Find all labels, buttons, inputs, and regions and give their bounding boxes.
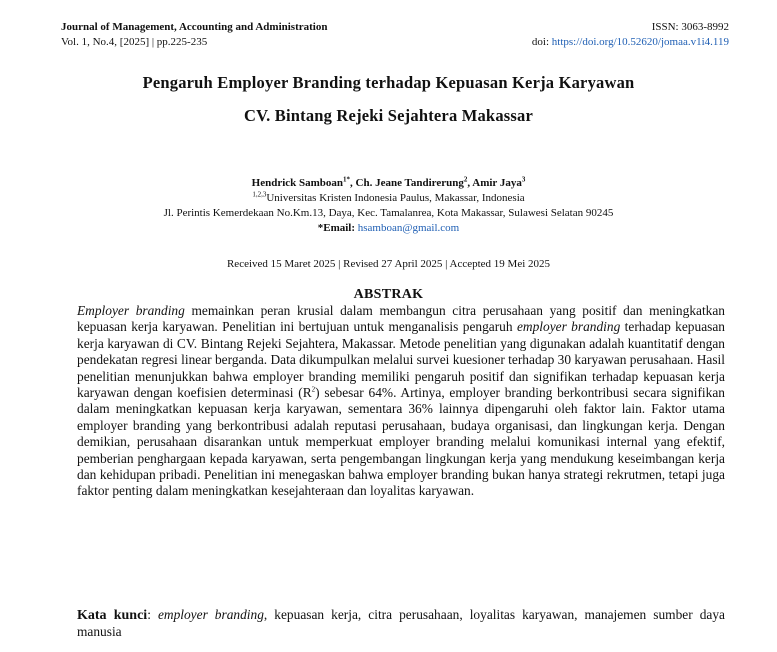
abstract-term: Employer branding	[77, 303, 185, 318]
keyword-term: employer branding	[157, 607, 264, 622]
author-separator: ,	[467, 177, 473, 189]
author-name: Ch. Jeane Tandirerung	[355, 177, 464, 189]
abstract-term: employer branding	[516, 319, 621, 335]
doi-line	[532, 35, 729, 50]
email-label: *Email:	[317, 222, 358, 234]
journal-name: Journal of Management, Accounting and Administration	[61, 21, 328, 33]
affiliation-address: Jl. Perintis Kemerdekaan No.Km.13, Daya, Kec. Tamalanrea, Kota Makassar, Sulawesi Selatan 90245	[163, 207, 614, 219]
keywords-list: , kepuasan kerja, citra perusahaan, loyalitas karyawan, manajemen sumber daya manusia	[77, 607, 725, 640]
keywords	[77, 607, 725, 641]
author-list	[0, 176, 777, 190]
abstract-text: ) sebesar 64%. Artinya, employer branding berkontribusi secara signifikan dalam meningkatkan kepuasan kerja karyawan, sementara 36% lainnya dipengaruhi oleh faktor lain. Faktor utama employer branding yang berkontribusi adalah reputasi perusahaan, budaya organisasi, dan lingkungan kerja. Dengan demikian, perusahaan disarankan untuk memperkuat employer branding melalui komunikasi internal yang efektif, pemberian penghargaan kepada karyawan, serta pengembangan lingkungan kerja yang mendukung keseimbangan kerja dan kehidupan pribadi. Penelitian ini menegaskan bahwa employer branding bukan hanya strategi rekrutmen, tetapi juga faktor penting dalam meningkatkan kesejahteraan dan loyalitas karyawan.	[77, 385, 725, 499]
r-squared-superscript: 2	[311, 385, 316, 394]
paper-title-line-2: CV. Bintang Rejeki Sejahtera Makassar	[244, 106, 533, 125]
submission-dates: Received 15 Maret 2025 | Revised 27 April 2025 | Accepted 19 Mei 2025	[226, 258, 551, 270]
affiliation-mark: 1,2,3	[252, 190, 267, 199]
journal-identifiers	[532, 20, 729, 50]
journal-header	[61, 20, 327, 50]
abstract-heading: ABSTRAK	[353, 287, 424, 302]
affiliation-text: Universitas Kristen Indonesia Paulus, Makassar, Indonesia	[266, 192, 525, 204]
volume-info: Vol. 1, No.4, [2025] | pp.225-235	[61, 36, 208, 48]
abstract-text: memainkan peran krusial dalam membangun citra perusahaan yang positif dan meningkatkan kepuasan kerja karyawan. Penelitian ini bertujuan untuk menganalisis pengaruh	[77, 303, 726, 335]
author-name: Hendrick Samboan	[251, 177, 344, 189]
issn: ISSN: 3063-8992	[651, 21, 729, 33]
keywords-colon: :	[147, 607, 158, 622]
author-affiliation-mark: 3	[521, 175, 526, 184]
author-affiliation-mark: 1*	[343, 175, 351, 184]
keywords-label: Kata kunci	[77, 608, 148, 623]
corresponding-email	[0, 221, 777, 235]
abstract-body	[77, 303, 725, 500]
doi-link[interactable]: https://doi.org/10.52620/jomaa.v1i4.119	[551, 36, 729, 48]
paper-title-line-1: Pengaruh Employer Branding terhadap Kepuasan Kerja Karyawan	[142, 73, 635, 92]
doi-label: doi:	[531, 36, 552, 48]
abstract-text: terhadap kepuasan kerja karyawan di CV. Bintang Rejeki Sejahtera, Makassar. Metode penelitian yang digunakan adalah kuantitatif dengan pendekatan regresi linear berganda. Data dikumpulkan melalui survei kuesioner terhadap 30 karyawan perusahaan. Hasil penelitian menunjukkan bahwa employer branding memiliki pengaruh positif dan signifikan terhadap kepuasan kerja karyawan dengan koefisien determinasi (R	[77, 319, 725, 401]
author-name: Amir Jaya	[472, 177, 522, 189]
email-link[interactable]: hsamboan@gmail.com	[357, 222, 460, 234]
author-affiliation-mark: 2	[463, 175, 468, 184]
author-separator: ,	[350, 177, 356, 189]
affiliation	[0, 191, 777, 205]
